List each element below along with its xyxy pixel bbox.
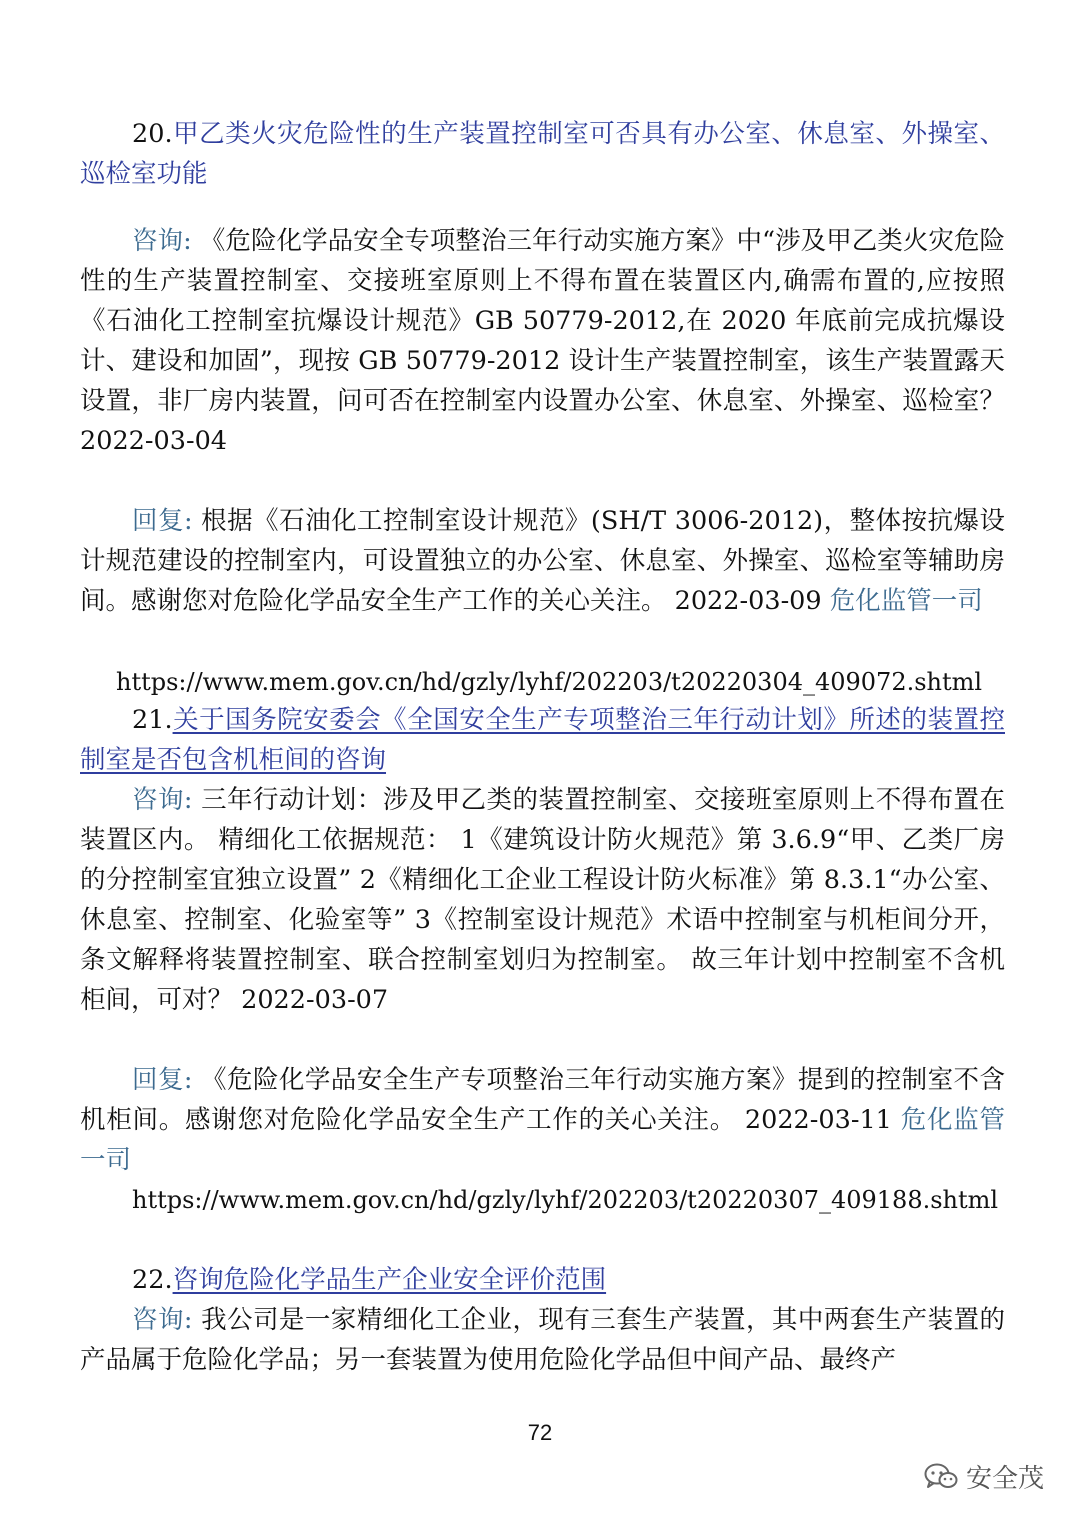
q21-consult-label: 咨询: — [132, 785, 193, 815]
q22-consult-label: 咨询: — [132, 1305, 193, 1335]
q22-title-link[interactable]: 咨询危险化学品生产企业安全评价范围 — [172, 1265, 607, 1295]
q21-number: 21. — [132, 705, 173, 735]
q22-number: 22. — [132, 1265, 173, 1295]
watermark-text: 安全茂 — [965, 1464, 1044, 1494]
q21-reply-dept: 危化监管一司 — [80, 1105, 1005, 1175]
q21-heading — [80, 700, 1005, 780]
q21-consult-text: 三年行动计划：涉及甲乙类的装置控制室、交接班室原则上不得布置在装置区内。 精细化工依据规范： 1《建筑设计防火规范》第 3.6.9“甲、乙类厂房的分控制室宜独立设置” 2《精细化工企业工程设计防火标准》第 8.3.1“办公室、休息室、控制室、化验室等” 3《控制室设计规范》术语中控制室与机柜间分开，条文解释将装置控制室、联合控制室划归为控制室。 故三年计划中控制室不含机柜间，可对？ 2022-03-07 — [80, 785, 1006, 1015]
q20-consult-text: 《危险化学品安全专项整治三年行动实施方案》中“涉及甲乙类火灾危险性的生产装置控制室、交接班室原则上不得布置在装置区内,确需布置的,应按照《石油化工控制室抗爆设计规范》GB 50779-2012,在 2020 年底前完成抗爆设计、建设和加固”，现按 GB 50779-2012 设计生产装置控制室，该生产装置露天设置，非厂房内装置，问可否在控制室内设置办公室、休息室、外操室、巡检室？ 2022-03-04 — [80, 226, 1006, 456]
q22-consult-text: 我公司是一家精细化工企业，现有三套生产装置，其中两套生产装置的产品属于危险化学品；另一套装置为使用危险化学品但中间产品、最终产 — [80, 1305, 1006, 1375]
q22-consult — [80, 1300, 1005, 1380]
q20-source-url[interactable]: https://www.mem.gov.cn/hd/gzly/lyhf/202203/t20220304_409072.shtml — [116, 668, 983, 696]
q20-consult-label: 咨询: — [132, 226, 192, 256]
q20-reply-text: 根据《石油化工控制室设计规范》(SH/T 3006-2012)，整体按抗爆设计规范建设的控制室内，可设置独立的办公室、休息室、外操室、巡检室等辅助房间。感谢您对危险化学品安全生产工作的关心关注。 2022-03-09 — [80, 506, 1006, 616]
q20-title: 甲乙类火灾危险性的生产装置控制室可否具有办公室、休息室、外操室、巡检室功能 — [80, 119, 1005, 189]
q20-consult — [80, 221, 1005, 461]
q21-title-link[interactable]: 关于国务院安委会《全国安全生产专项整治三年行动计划》所述的装置控制室是否包含机柜间的咨询 — [80, 705, 1005, 775]
q21-reply-text: 《危险化学品安全生产专项整治三年行动实施方案》提到的控制室不含机柜间。感谢您对危险化学品安全生产工作的关心关注。 2022-03-11 — [80, 1065, 1006, 1135]
q22-heading — [80, 1260, 1005, 1300]
q21-source-url[interactable]: https://www.mem.gov.cn/hd/gzly/lyhf/202203/t20220307_409188.shtml — [132, 1186, 999, 1214]
q21-reply — [80, 1060, 1005, 1180]
q21-reply-label: 回复: — [132, 1065, 193, 1095]
q20-reply-label: 回复: — [132, 506, 193, 536]
page-number: 72 — [527, 1420, 553, 1445]
q21-consult — [80, 780, 1005, 1020]
q20-reply-dept: 危化监管一司 — [829, 586, 983, 616]
wechat-watermark — [924, 1458, 1044, 1495]
q20-number: 20. — [132, 119, 173, 149]
wechat-icon — [924, 1462, 958, 1492]
q20-reply — [80, 501, 1005, 621]
q20-heading — [80, 114, 1005, 194]
